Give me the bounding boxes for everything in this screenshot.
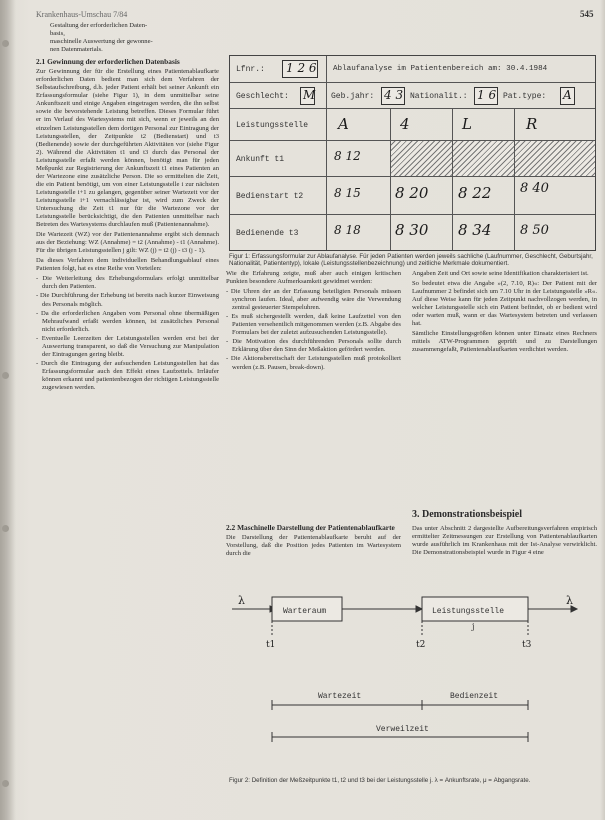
divider: [326, 83, 327, 109]
cell-value: L: [462, 115, 472, 133]
geschlecht-box: [300, 87, 315, 105]
intro-line: maschinelle Auswertung der gewonne-: [50, 38, 153, 46]
lfnr-value: 1 2 6: [286, 61, 317, 75]
cell-value: 8 18: [334, 223, 361, 237]
erfassungsformular: [229, 55, 596, 251]
list-item: - Eventuelle Leerzeiten der Leistungsstellen werden erst bei der Auswertung transparent, so daß die Versuchung zur Manipulation der Eintragungen gering bleibt.: [36, 335, 219, 359]
warteraum-label: Warteraum: [283, 607, 327, 616]
hatched-area: [390, 141, 595, 176]
figure-2-diagram: [226, 585, 598, 770]
pat-type-box: [560, 87, 575, 105]
form-row-leistungsstelle: [230, 109, 595, 141]
pat-type-label: Pat.type:: [503, 92, 547, 101]
nationalitaet-label: Nationalit.:: [410, 92, 468, 101]
left-column: [36, 22, 219, 394]
lfnr-box: [282, 60, 318, 78]
list-item: - Durch die Eintragung der aufsuchenden Leistungsstellen hat das Erfassungsformular auch den Effekt eines Laufzettels. Irrläufer können erkannt und patientenbezogen der richtigen Leistungsstelle zugewiesen werden.: [36, 360, 219, 392]
paragraph: Das unter Abschnitt 2 dargestellte Aufbereitungsverfahren empirisch ermittelter Zeitmessungen zur Erstellung von Patientenablaufkarten wurde ausführlich im Krankenhaus mit der Ist-Analyse verwirklicht. Die Demonstrationsbeispiel wurde in Figur 4 eine: [412, 525, 597, 557]
page-number: 545: [580, 9, 594, 19]
form-title: Ablaufanalyse im Patientenbereich am: 30.4.1984: [333, 65, 548, 73]
intro-list: [36, 22, 219, 54]
row-label: Leistungsstelle: [236, 121, 309, 130]
row-label: Ankunft t1: [236, 155, 285, 164]
cell-value: 8 34: [458, 221, 492, 239]
section-heading-3: 3. Demonstrationsbeispiel: [412, 509, 522, 520]
punch-hole: [2, 40, 9, 47]
list-item: - Es muß sichergestellt werden, daß keine Laufzettel von den Patienten versehentlich mitgenommen werden (z.B. Abgabe des Formulars bei der zuletzt aufzusuchenden Leistungsstelle).: [226, 313, 401, 337]
cell-value: R: [526, 115, 538, 133]
binding-shadow: [0, 0, 16, 820]
cell-value: 8 15: [334, 186, 361, 200]
form-row-bedienstart: [230, 177, 595, 215]
grid-line: [514, 109, 515, 250]
t1-label: t1: [266, 640, 276, 650]
right-column-lower: [412, 506, 597, 559]
t2-label: t2: [416, 640, 426, 650]
t3-label: t3: [522, 640, 532, 650]
divider: [326, 56, 327, 83]
leistungsstelle-index: j: [472, 622, 475, 631]
section-heading-2-2: 2.2 Maschinelle Darstellung der Patientenablaufkarte: [226, 523, 395, 532]
punch-hole: [2, 525, 9, 532]
geb-jahr-box: [381, 87, 405, 105]
cell-value: A: [338, 115, 349, 133]
cell-value: 8 40: [520, 181, 549, 196]
form-row-bedienende: [230, 215, 595, 250]
list-item: - Die Uhren der an der Erfassung beteiligten Personals müssen synchron laufen. Ideal, aber aufwendig wäre die Verwendung zentral gesteuerter Stempeluhren.: [226, 288, 401, 312]
running-head: Krankenhaus-Umschau 7/84: [36, 10, 128, 19]
critical-points-list: [226, 288, 401, 371]
punch-hole: [2, 372, 9, 379]
cell-value: 8 12: [334, 149, 361, 163]
list-item: - Da die erforderlichen Angaben vom Personal ohne übermäßigen Mehraufwand erfaßt werden können, ist zusätzliches Personal nicht erforderlich.: [36, 310, 219, 334]
grid-line: [390, 109, 391, 250]
cell-value: 4: [400, 115, 410, 133]
paragraph: Die Darstellung der Patientenablaufkarte beruht auf der Vorstellung, daß die Position jedes Patienten im Wartesystem durch die: [226, 534, 401, 558]
list-item: - Die Motivation des durchführenden Personals sollte durch Erklärung über den Sinn der Meßaktion gefördert werden.: [226, 338, 401, 354]
paragraph: Da dieses Verfahren dem individuellen Behandlungsablauf eines Patienten folgt, hat es eine Reihe von Vorteilen:: [36, 257, 219, 273]
nationalitaet-value: 1 6: [477, 88, 497, 102]
bedienzeit-label: Bedienzeit: [450, 692, 499, 701]
lambda-out-label: λ: [566, 594, 573, 607]
grid-line: [326, 109, 327, 250]
arrowhead: [416, 606, 422, 612]
geschlecht-value: M: [303, 88, 316, 102]
form-row-header: [230, 56, 595, 83]
section-heading-2-1: 2.1 Gewinnung der erforderlichen Datenbasis: [36, 57, 180, 67]
geb-jahr-value: 4 3: [384, 88, 404, 102]
advantages-list: [36, 275, 219, 392]
lfnr-label: Lfnr.:: [236, 65, 265, 74]
figure-2-caption: Figur 2: Definition der Meßzeitpunkte t1, t2 und t3 bei der Leistungsstelle j. λ = Ankunftsrate, μ = Abgangsrate.: [229, 777, 531, 784]
intro-line: Gestaltung der erforderlichen Daten-: [50, 22, 148, 29]
wartezeit-label: Wartezeit: [318, 692, 362, 701]
form-row-ankunft: [230, 141, 595, 177]
pat-type-value: A: [563, 88, 572, 102]
geschlecht-label: Geschlecht:: [236, 92, 289, 101]
list-item: - Die Durchführung der Erhebung ist bereits nach kurzer Einweisung des Personals möglich.: [36, 292, 219, 308]
leistungsstelle-label: Leistungsstelle: [432, 607, 505, 616]
form-row-demographics: [230, 83, 595, 109]
intro-line: basis,: [50, 30, 65, 38]
cell-value: 8 20: [395, 184, 429, 202]
lambda-in-label: λ: [238, 594, 245, 607]
paragraph: Die Wartezeit (WZ) vor der Patientenannahme ergibt sich demnach aus der Beziehung: WZ (Annahme) = t2 (Annahme) - t1 (Annahme). Für die übrigen Leistungsstellen j gilt: WZ (j) = t2 (j) - t3 (j - 1).: [36, 231, 219, 255]
verweilzeit-label: Verweilzeit: [376, 725, 429, 734]
intro-line: nen Datenmaterials.: [50, 46, 103, 54]
cell-value: 8 50: [520, 223, 549, 238]
cell-value: 8 22: [458, 184, 492, 202]
geb-jahr-label: Geb.jahr:: [331, 92, 375, 101]
paragraph: So bedeutet etwa die Angabe »(2, 7.10, R)«: Der Patient mit der Laufnummer 2 befindet sich um 7.10 Uhr in der Leistungsstelle »R«. Auf diese Weise kann für jeden Zeitpunkt nachvollzogen werden, in welcher Leistungsstelle sich ein Patient befindet, ob er bedient wird oder warten muß, wann er das Wartesystem betreten und verlassen hat.: [412, 280, 597, 328]
row-label: Bedienstart t2: [236, 192, 304, 201]
paragraph: Sämtliche Einstellungsgrößen können unter Einsatz eines Rechners mittels ATW-Programmen geprüft und zu Darstellungen zusammengefaßt, Patientenablaufkarten verdichtet werden.: [412, 330, 597, 354]
list-item: - Die Aktionsbereitschaft der Leistungsstellen muß protokolliert werden (z.B. Pausen, break-down).: [226, 355, 401, 371]
paragraph: Wie die Erfahrung zeigte, muß aber auch einigen kritischen Punkten besondere Aufmerksamkeit gewidmet werden:: [226, 270, 401, 286]
paragraph: Angaben Zeit und Ort sowie seine Identifikation charakterisiert ist.: [412, 270, 589, 277]
row-label: Bedienende t3: [236, 229, 299, 238]
middle-column: [226, 270, 401, 374]
paragraph: Zur Gewinnung der für die Erstellung eines Patientenablaufkarte erforderlichen Daten bedient man sich dem Verfahren der Selbstaufschreibung, d.h. jeder Patient erhält bei seiner Ankunft ein Erfassungsformular (siehe Figur 1), in dem unmittelbar seine Ankunftszeit und einige Angaben eingetragen werden, die ihn selbst sowie die bevorstehende Leistung betreffen. Dieses Formular führt er im Verlauf des Wartesystems mit sich, wenn er jeweils an den einzelnen Leistungsstellen dem dortigen Personal zur Eintragung der Leistungsstellen, der Zeitpunkte t2 (Bedienstart) und t3 (Bedienende) sowie der durchgeführten Aktivitäten vor (siehe Figur 2). Während die Aktivitäten t1 und t3 durch das Personal der Leistungsstelle erfaßt werden können, benötigt man für jeden Meßpunkt zur Registrierung der Ankunftszeit t1 eines Patienten an der Wartezone eine zusätzliche Person. Die so ermittelten die Zeit, die ein Patient benötigt, um von einer Leistungsstelle i zur nächsten Leistungsstelle i+1 zu gelangen, gegenüber seiner Wartezeit vor der Leistungsstelle i+1 vernachlässigbar ist, wird zum Zweck der Untersuchung die Zeit t1 nur für die Wartezone vor der Leistungsstelle berücksichtigt, die den Patienten unmittelbar nach Betreten des Wartesystems durchlaufen muß (Patientenannahme).: [36, 68, 219, 229]
right-column: [412, 270, 597, 356]
grid-line: [452, 109, 453, 250]
punch-hole: [2, 780, 9, 787]
figure-1-caption: Figur 1: Erfassungsformular zur Ablaufanalyse. Für jeden Patienten werden jeweils sachliche (Laufnummer, Geschlecht, Geburtsjahr, Nationalität, Patiententyp), lokale (Leistungsstellenbezeichnung) und zeitliche Merkmale dokumentiert.: [229, 253, 593, 268]
nationalitaet-box: [474, 87, 498, 105]
list-item: - Die Weiterleitung des Erhebungsformulars erfolgt unmittelbar durch den Patienten.: [36, 275, 219, 291]
middle-column-lower: [226, 521, 401, 560]
cell-value: 8 30: [395, 221, 429, 239]
